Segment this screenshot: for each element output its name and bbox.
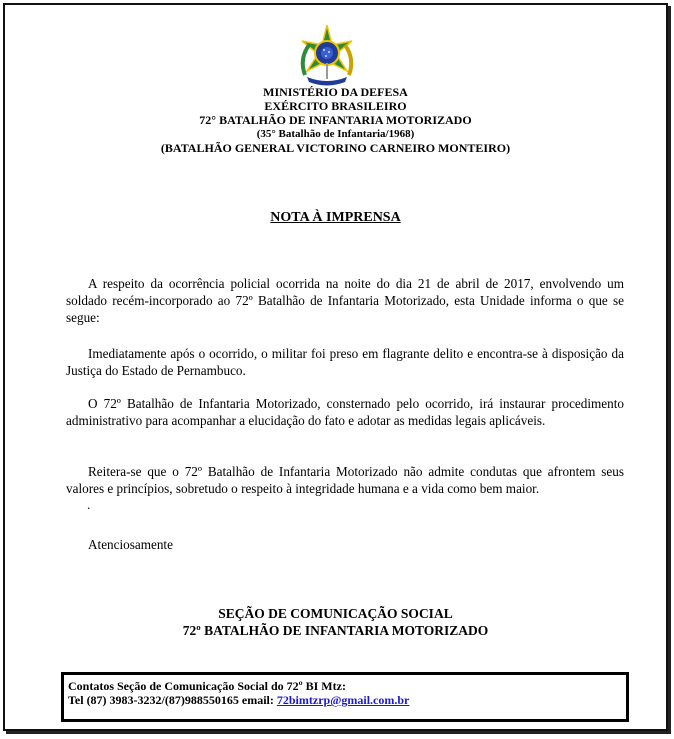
contact-email-link[interactable]: 72bimtzrp@gmail.com.br <box>276 693 410 707</box>
paragraph-2: Imediatamente após o ocorrido, o militar foi preso em flagrante delito e encontra-se à disposição da Justiça do Estado de Pernambuco. <box>66 346 624 378</box>
page-shadow-bottom <box>6 731 671 734</box>
document-page <box>3 3 668 731</box>
contact-phone: Tel (87) 3983-3232/(87)988550165 email: <box>68 693 277 707</box>
contact-heading: Contatos Seção de Comunicação Social do 72º BI Mtz: <box>68 679 346 693</box>
signature-section: SEÇÃO DE COMUNICAÇÃO SOCIAL <box>218 606 453 621</box>
page-shadow-right <box>668 6 671 734</box>
signature-block <box>5 605 666 639</box>
army-name: EXÉRCITO BRASILEIRO <box>264 99 407 113</box>
ministry-name: MINISTÉRIO DA DEFESA <box>263 85 408 99</box>
stray-dot: . <box>87 497 91 512</box>
battalion-honorific: (BATALHÃO GENERAL VICTORINO CARNEIRO MONTEIRO) <box>160 141 511 155</box>
coat-of-arms-icon <box>295 23 359 87</box>
paragraph-1: A respeito da ocorrência policial ocorrida na noite do dia 21 de abril de 2017, envolvendo um soldado recém-incorporado ao 72º Batalhão de Infantaria Motorizado, esta Unidade informa o que se segue: <box>66 276 624 325</box>
document-title: NOTA À IMPRENSA <box>270 210 401 225</box>
paragraph-3: O 72º Batalhão de Infantaria Motorizado, consternado pelo ocorrido, irá instaurar procedimento administrativo para acompanhar a elucidação do fato e adotar as medidas legais aplicáveis. <box>66 396 624 428</box>
paragraph-4: Reitera-se que o 72º Batalhão de Infantaria Motorizado não admite condutas que afrontem seus valores e princípios, sobretudo o respeito à integridade humana e a vida como bem maior. <box>66 464 624 496</box>
contact-box <box>61 672 629 722</box>
signature-battalion: 72º BATALHÃO DE INFANTARIA MOTORIZADO <box>182 623 489 638</box>
letterhead <box>5 85 666 155</box>
contact-line <box>68 693 626 707</box>
battalion-former-name: (35° Batalhão de Infantaria/1968) <box>256 128 415 140</box>
battalion-name: 72° BATALHÃO DE INFANTARIA MOTORIZADO <box>199 113 472 127</box>
closing-salutation: Atenciosamente <box>88 537 173 552</box>
